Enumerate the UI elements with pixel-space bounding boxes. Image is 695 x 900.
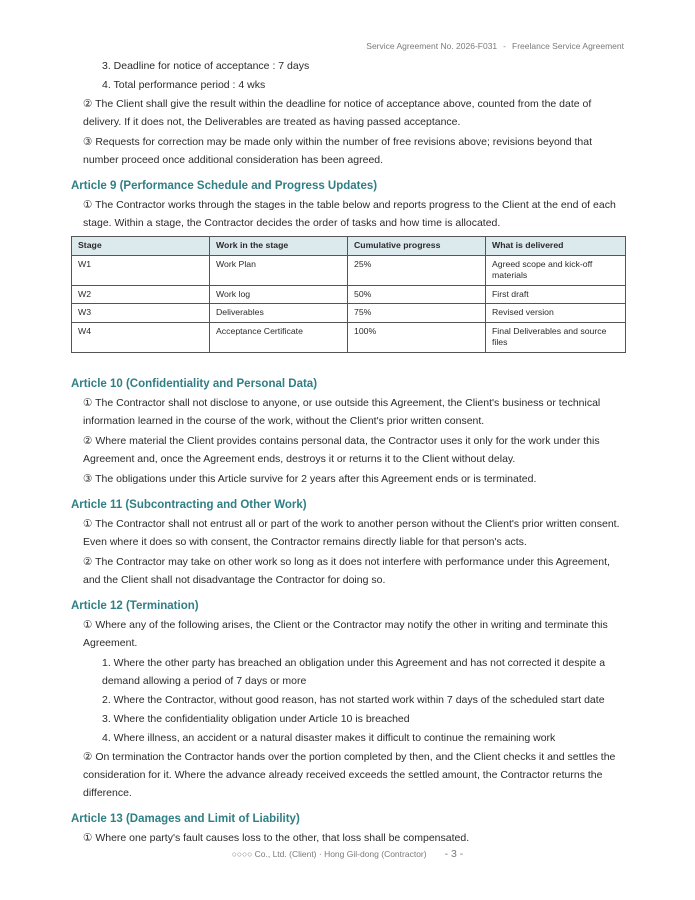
table-row [72, 255, 626, 285]
footer-parties: ○○○○ Co., Ltd. (Client) · Hong Gil-dong (Contractor) [231, 849, 427, 859]
article11-paragraph-2: ② The Contractor may take on other work so long as it does not interfere with performance under this Agreement, and the Client shall not disadvantage the Contractor for doing so. [83, 555, 610, 586]
list-item-acceptance-deadline: 3. Deadline for notice of acceptance : 7 days [102, 60, 310, 72]
running-footer [0, 848, 695, 860]
table-cell: Acceptance Certificate [210, 322, 348, 352]
column-header-work: Work in the stage [210, 237, 348, 256]
column-header-delivered: What is delivered [486, 237, 626, 256]
table-cell: Final Deliverables and source files [486, 322, 626, 352]
list-item-performance-period: 4. Total performance period : 4 wks [102, 79, 266, 91]
page-content [71, 57, 625, 849]
list-item-breach: 1. Where the other party has breached an obligation under this Agreement and has not corrected it despite a demand allowing a period of 7 days or more [102, 656, 606, 687]
column-header-progress: Cumulative progress [348, 237, 486, 256]
table-cell: First draft [486, 285, 626, 304]
article12-paragraph-1: ① Where any of the following arises, the Client or the Contractor may notify the other in writing and terminate this Agreement. [83, 618, 608, 649]
list-item-illness-accident: 4. Where illness, an accident or a natural disaster makes it difficult to continue the remaining work [102, 731, 556, 744]
header-separator: - [503, 41, 507, 51]
running-header [366, 41, 624, 51]
agreement-number: Service Agreement No. 2026-F031 [366, 41, 498, 51]
article9-heading: Article 9 (Performance Schedule and Progress Updates) [71, 180, 378, 192]
article12-paragraph-2: ② On termination the Contractor hands over the portion completed by then, and the Client checks it and settles the consideration for it. Where the advance already received exceeds the settled amount, the Contractor returns the difference. [83, 750, 616, 799]
table-cell: Agreed scope and kick-off materials [486, 255, 626, 285]
page-number: - 3 - [444, 848, 464, 860]
article10-paragraph-3: ③ The obligations under this Article survive for 2 years after this Agreement ends or is terminated. [83, 472, 537, 485]
schedule-table [71, 236, 626, 353]
table-cell: Deliverables [210, 304, 348, 323]
table-cell: 75% [348, 304, 486, 323]
article13-heading: Article 13 (Damages and Limit of Liability) [71, 812, 300, 825]
article11-heading: Article 11 (Subcontracting and Other Work) [71, 498, 307, 511]
article8-paragraph-3: ③ Requests for correction may be made only within the number of free revisions above; revisions beyond that number proceed once additional consideration has been agreed. [83, 136, 593, 166]
table-cell: Work Plan [210, 255, 348, 285]
column-header-stage: Stage [72, 237, 210, 256]
table-cell: W4 [72, 322, 210, 352]
table-cell: 25% [348, 255, 486, 285]
article13-paragraph-1: ① Where one party's fault causes loss to the other, that loss shall be compensated. [83, 831, 470, 844]
article12-heading: Article 12 (Termination) [71, 599, 199, 612]
article10-paragraph-2: ② Where material the Client provides contains personal data, the Contractor uses it only for the work under this Agreement and, once the Agreement ends, destroys it or returns it to the Client without delay. [83, 434, 600, 465]
document-title: Freelance Service Agreement [512, 41, 624, 51]
table-row [72, 322, 626, 352]
table-cell: W1 [72, 255, 210, 285]
table-header-row [72, 237, 626, 256]
article8-paragraph-2: ② The Client shall give the result within the deadline for notice of acceptance above, counted from the date of delivery. If it does not, the Deliverables are treated as having passed acceptance. [83, 98, 592, 128]
table-row [72, 285, 626, 304]
article11-paragraph-1: ① The Contractor shall not entrust all or part of the work to another person without the Client's prior written consent. Even where it does so with consent, the Contractor remains directly liable for that person's acts. [83, 517, 620, 548]
table-cell: 100% [348, 322, 486, 352]
article10-paragraph-1: ① The Contractor shall not disclose to anyone, or use outside this Agreement, the Client's business or technical information learned in the course of the work, without the Client's prior written consent. [83, 396, 601, 427]
table-row [72, 304, 626, 323]
table-cell: Revised version [486, 304, 626, 323]
article9-paragraph-1: ① The Contractor works through the stages in the table below and reports progress to the Client at the end of each stage. Within a stage, the Contractor decides the order of tasks and how time is allocated. [83, 199, 616, 229]
article10-heading: Article 10 (Confidentiality and Personal Data) [71, 377, 318, 390]
table-cell: W3 [72, 304, 210, 323]
table-cell: W2 [72, 285, 210, 304]
table-cell: 50% [348, 285, 486, 304]
list-item-confidentiality-breach: 3. Where the confidentiality obligation under Article 10 is breached [102, 712, 410, 725]
list-item-no-start: 2. Where the Contractor, without good reason, has not started work within 7 days of the scheduled start date [102, 693, 605, 706]
table-cell: Work log [210, 285, 348, 304]
